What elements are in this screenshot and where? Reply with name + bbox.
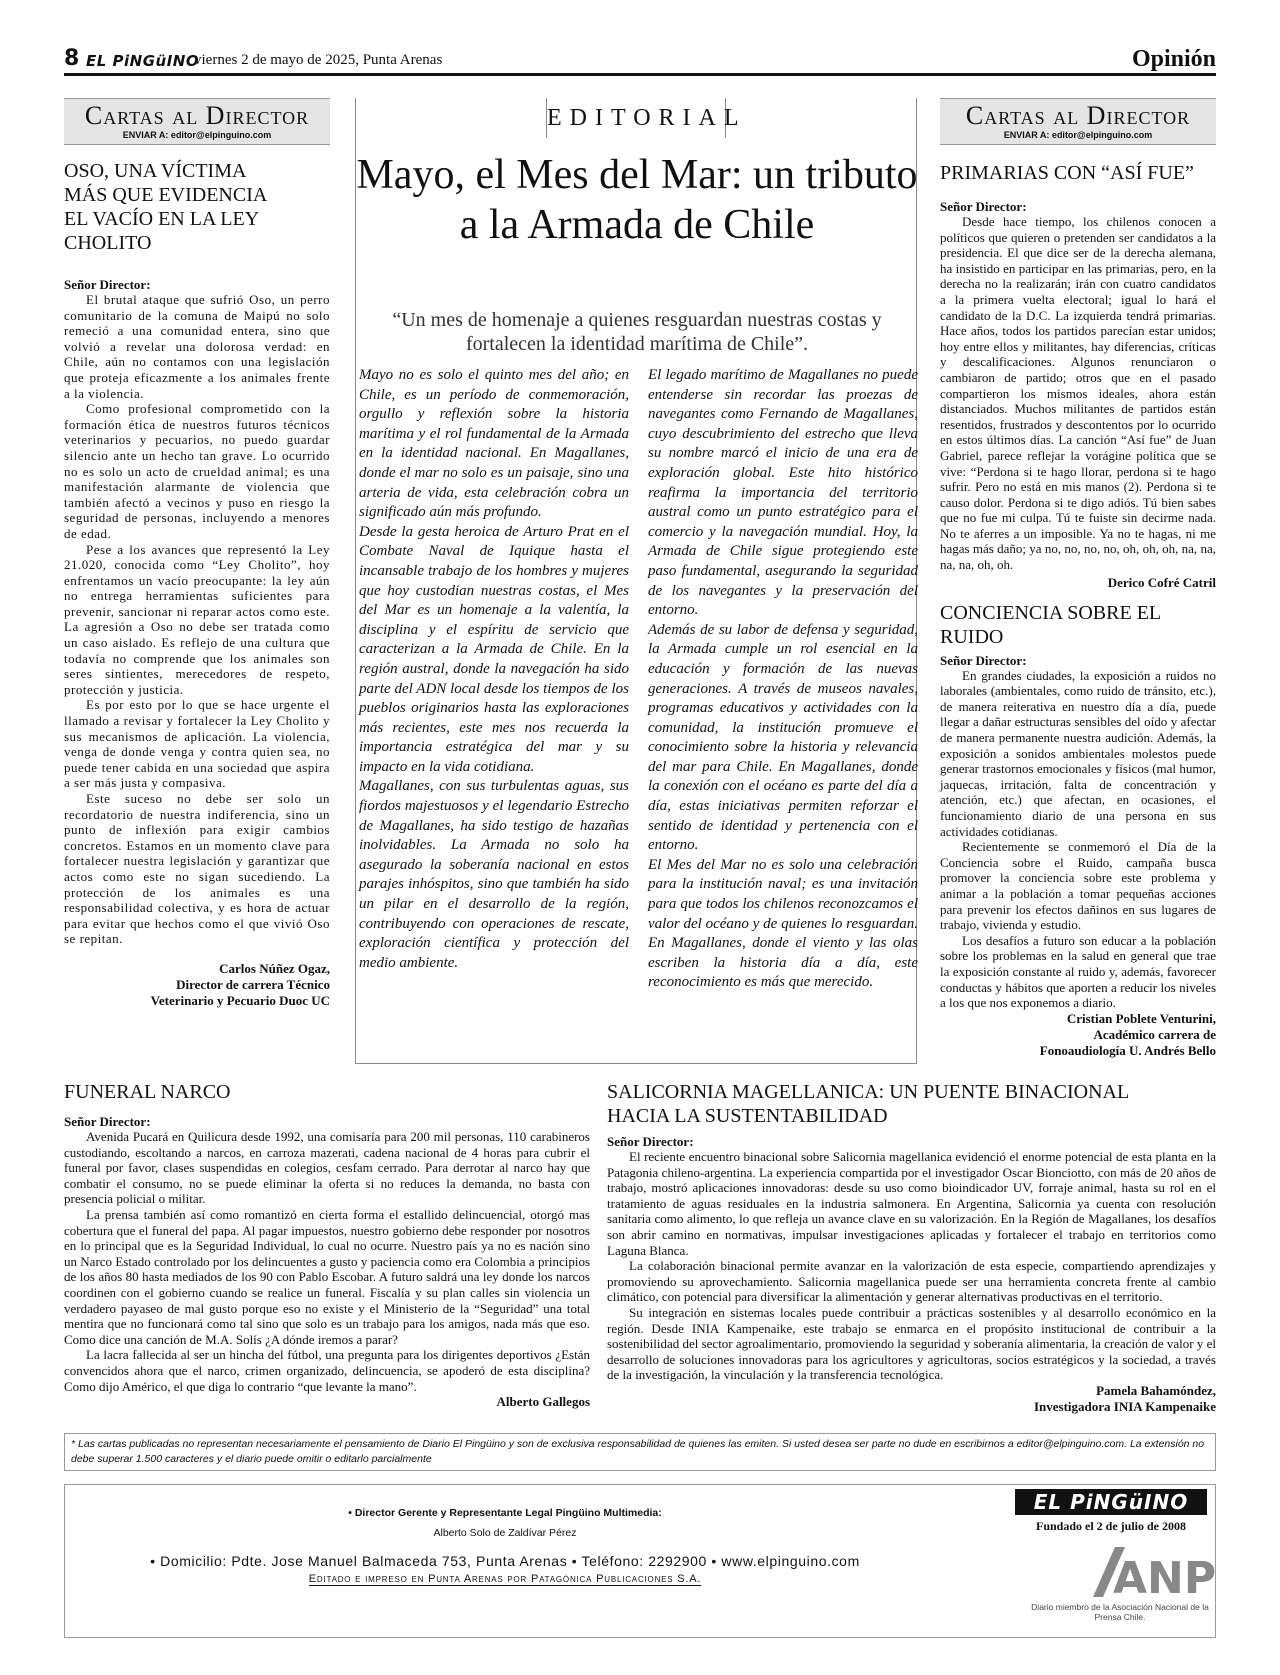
paragraph: Avenida Pucará en Quilicura desde 1992, una comisaría para 200 mil personas, 110 carabineros custodiando, escoltando a narcos, en carroza mazerati, cadena nacional de 4 horas para cubrir el funeral por favor, clases suspendidas en colegios, cesfam cerrado. Para derrotar al narco hay que combatir el consumo, no se puede eliminar la oferta si no reduces la demanda, no basta con presencia policial o militar. [64, 1129, 590, 1207]
letter-salute: Señor Director: [607, 1134, 694, 1149]
paragraph: Magallanes, con sus turbulentas aguas, sus fiordos majestuosos y el legendario Estrecho de Magallanes, ha sido testigo de hazañas inolvidables. La Armada no solo ha asegurado la soberanía nacional en estos parajes inhóspitos, sino que también ha sido un pilar en el desarrollo de la región, contribuyendo con operaciones de rescate, exploración científica y protección del medio ambiente. [359, 778, 629, 971]
paragraph: Desde hace tiempo, los chilenos conocen a políticos que quieren o pretenden ser candidatos a la presidencia. El que dice ser de la derecha alemana, ha insistido en participar en las primarias, pero, en la derecha no la realizarán; irán con cuatro candidatos a la primera vuelta electoral; igual lo hará el candidato de la D.C. La izquierda tendrá primarias. Hace años, todos los partidos parecían estar unidos; hoy entre ellos y militantes, hay diferencias, críticas y descalificaciones. Algunos renunciaron o cambiaron de partido; otros que en el pasado compartieron los mismos ideales, ahora están distanciados. Muchos militantes de partidos están resentidos, frustrados y descontentos por lo ocurrido en estos últimos días. La canción “Así fue” de Juan Gabriel, parece reflejar la vorágine política que se vive: “Perdona si te hago llorar, perdona si te hago sufrir. Pero no está en mis manos (2). Perdona si te causo dolor. Perdona si te digo adiós. Tú bien sabes que no fue mi culpa. Tú te fuiste sin decirme nada. No te aferres a un imposible. Ya no te hagas, ni me hagas más daño; ya no, no, no, no, oh, oh, oh, na, na, na, na, oh, oh. [940, 214, 1216, 573]
paragraph: Como profesional comprometido con la formación ética de nuestros futuros técnicos veterinarios y pecuarios, no puedo guardar silencio ante un hecho tan grave. Lo ocurrido no es solo un acto de crueldad animal; es una manifestación alarmante de violencia que también afectó a vecinos y puso en riesgo la seguridad de personas, incluyendo a menores de edad. [64, 401, 330, 541]
editorial-title: Mayo, el Mes del Mar: un tributo a la Armada de Chile [356, 152, 918, 248]
footer-box [64, 1484, 1216, 1638]
right-column [940, 98, 1216, 1068]
cartas-title: Cartas al Director [84, 101, 310, 130]
paragraph: El brutal ataque que sufrió Oso, un perro comunitario de la comuna de Maipú no solo remeció a una comunidad entera, sino que volvió a revelar una dolorosa verdad: en Chile, aún no contamos con una legislación que proteja eficazmente a los animales frente a la violencia. [64, 292, 330, 401]
letter-signature: Cristian Poblete Venturini, Académico carrera de Fonoaudiología U. Andrés Bello [1039, 1010, 1216, 1058]
letter-headline: CONCIENCIA SOBRE EL RUIDO [940, 601, 1161, 648]
paragraph: Mayo no es solo el quinto mes del año; en Chile, es un período de conmemoración, orgullo y reflexión sobre la historia marítima y el rol fundamental de la Armada en la identidad nacional. En Magallanes, donde el mar no solo es un paisaje, sino una arteria de vida, esta celebración cobra un significado aún más profundo. [359, 367, 629, 521]
paragraph: Recientemente se conmemoró el Día de la Conciencia sobre el Ruido, campaña busca promover la conciencia sobre este problema y animar a la población a tomar pequeñas acciones para prevenir los efectos dañinos en sus lugares de trabajo, vivienda y estudio. [940, 839, 1216, 933]
paragraph: El legado marítimo de Magallanes no puede entenderse sin recordar las proezas de navegantes como Fernando de Magallanes, cuyo descubrimiento del estrecho que lleva su nombre marcó el inicio de una era de exploración global. Este hito histórico reafirma la importancia del territorio austral como un punto estratégico para el comercio y la navegación mundial. Hoy, la Armada de Chile sigue protegiendo este paso fundamental, asegurando la seguridad de los navegantes y la preservación del entorno. [648, 367, 918, 619]
dateline: viernes 2 de mayo de 2025, Punta Arenas [194, 52, 443, 68]
footer-printer: Editado e impreso en Punta Arenas por Patagónica Publicaciones S.A. [308, 1573, 702, 1585]
paragraph: Además de su labor de defensa y seguridad, la Armada cumple un rol esencial en la educación y formación de las nuevas generaciones. A través de museos navales, programas educativos y actividades con la comunidad, la institución promueve el conocimiento sobre la historia y relevancia del mar para Chile. En Magallanes, donde la conexión con el océano es parte del día a día, estas iniciativas permiten reforzar el sentido de identidad y pertenencia con el entorno. [648, 621, 918, 854]
paragraph: La prensa también así como romantizó en cierta forma el estallido delincuencial, otorgó mas cobertura que el funeral del papa. Al pagar impuestos, nuestro gobierno debe responder por nosotros en lo principal que es la Seguridad Individual, lo cual no ocurre. Nuestro país ya no es nación sino un Narco Estado controlado por los delincuentes a gusto y paciencia como era Colombia a principios de los años 80 hasta mediados de los 90 con Pablo Escobar. A futuro saldrá una ley donde los narcos coordinen con el gobierno cuando se realice un funeral. Fiscalía y su plan calles sin violencia un verdadero payaseo de mal gusto porque eso no existe y el Ministerio de la “Seguridad” una total mentira que no funcionará como tal sino que solo es un trabajo para los amigos, nada más que eso. Como dice una canción de M.A. Solís ¿A dónde iremos a parar? [64, 1206, 590, 1347]
editorial-column-1 [359, 366, 629, 973]
letter-signature: Alberto Gallegos [496, 1394, 590, 1410]
letter-salicornia [607, 1080, 1216, 1425]
letter-body [607, 1149, 1216, 1383]
editorial-label: EDITORIAL [547, 105, 747, 131]
footer-address: • Domicilio: Pdte. Jose Manuel Balmaceda 753, Punta Arenas • Teléfono: 2292900 • www.elpinguino.com [150, 1553, 860, 1569]
section-name: Opinión [1131, 46, 1216, 72]
paragraph: Pese a los avances que representó la Ley 21.020, conocida como “Ley Cholito”, hoy enfrentamos un vacío preocupante: la ley aún no entrega herramientas suficientes para prevenir, sancionar ni reparar actos como este. La agresión a Oso no debe ser tratada como un caso aislado. Es reflejo de una cultura que todavía no comprende que los animales son seres sintientes, merecedores de respeto, protección y justicia. [64, 541, 330, 697]
paragraph: Este suceso no debe ser solo un recordatorio de nuestra indiferencia, sino un punto de inflexión para exigir cambios concretos. Estamos en un momento clave para fortalecer nuestra legislación y garantizar que actos como este no sigan sucediendo. La protección de los animales es una responsabilidad colectiva, y es hora de actuar para evitar que hechos como el que vivió Oso se repitan. [64, 791, 330, 947]
letter-funeral [64, 1080, 590, 1425]
paragraph: En grandes ciudades, la exposición a ruidos no laborales (ambientales, como ruido de tránsito, etc.), de manera reiterativa en nuestro día a día, puede llegar a dañar estructuras sensibles del oído y afectar de manera permanente nuestra audición. Además, la exposición a sonidos ambientales molestos puede generar trastornos emocionales y físicos (mal humor, jaquecas, irritación, falta de concentración y atención, etc.) que afectan, en ocasiones, el funcionamiento diario de una persona en sus actividades cotidianas. [940, 667, 1216, 839]
letter-body [64, 292, 330, 947]
letter-headline: SALICORNIA MAGELLANICA: UN PUENTE BINACIONAL HACIA LA SUSTENTABILIDAD [607, 1081, 1129, 1127]
letter-body [940, 214, 1216, 573]
letter-headline: OSO, UNA VÍCTIMA MÁS QUE EVIDENCIA EL VACÍO EN LA LEY CHOLITO [64, 160, 267, 254]
cartas-header-left [64, 98, 330, 145]
letter-body [940, 668, 1216, 1011]
founded-date: Fundado el 2 de julio de 2008 [1035, 1519, 1187, 1533]
svg-text:ANP: ANP [1113, 1553, 1217, 1604]
paragraph: Los desafíos a futuro son educar a la población sobre los problemas en la salud en general que trae la exposición constante al ruido y, además, favorecer conductas y hábitos que aporten a reducir los niveles a los que nos exponemos a diario. [940, 932, 1216, 1011]
footer-director-name: Alberto Solo de Zaldívar Pérez [433, 1527, 577, 1539]
cartas-email: ENVIAR A: editor@elpinguino.com [122, 130, 272, 140]
brand-logo-small: EL PiNGüINO [86, 52, 200, 70]
letter-signature: Pamela Bahamóndez, Investigadora INIA Kampenaike [1033, 1382, 1216, 1414]
editorial-quote: “Un mes de homenaje a quienes resguardan nuestras costas y fortalecen la identidad marítima de Chile”. [392, 309, 882, 355]
left-column [64, 98, 330, 1066]
cartas-email: ENVIAR A: editor@elpinguino.com [1003, 130, 1153, 140]
editorial-column-2 [648, 366, 918, 993]
cartas-title: Cartas al Director [965, 101, 1191, 130]
editorial-label-box [546, 98, 747, 138]
paragraph: La lacra fallecida al ser un hincha del fútbol, una pregunta para los dirigentes deportivos ¿Están convencidos ahora que el narco, crimen organizado, delincuencia, se apoderó de esta disciplina? Como dijo Américo, el que diga lo contrario “que levante la mano”. [64, 1347, 590, 1394]
paragraph: El Mes del Mar no es solo una celebración para la institución naval; es una invitación para que todos los chilenos reconozcamos el valor del océano y de quienes lo resguardan. En Magallanes, donde el viento y las olas escriben la historia día a día, este reconocimiento es más que merecido. [648, 856, 918, 991]
footer-director-label: • Director Gerente y Representante Legal Pingüino Multimedia: [348, 1507, 662, 1519]
anp-logo-icon [1085, 1541, 1217, 1604]
paragraph: El reciente encuentro binacional sobre Salicornia magellanica evidenció el enorme potencial de esta planta en la Patagonia chileno-argentina. La experiencia compartida por el investigador Oscar Bionciotto, con más de 20 años de trabajo, mostró aplicaciones innovadoras: desde su uso como bioindicador UV, forraje animal, hasta su rol en el tratamiento de aguas residuales en la industria salmonera. En Argentina, Salicornia ya cuenta con resolución sanitaria como alimento, lo que refleja un avance clave en su valorización. En la Región de Magallanes, los desafíos son abrir camino en normativas, impulsar investigaciones aplicadas y fortalecer el trabajo en territorios como Laguna Blanca. [607, 1149, 1216, 1258]
paragraph: Su integración en sistemas locales puede contribuir a prácticas sostenibles y al desarrollo económico en la región. Desde INIA Kampenaike, este trabajo se enmarca en el propósito institucional de contribuir a la sostenibilidad del sector agroalimentario, promoviendo la seguridad y soberanía alimentaria, la creación de valor y el desarrollo de soluciones innovadoras para los agricultores y agricultoras, socios estratégicos y la sociedad, a través de la investigación, la vinculación y la transferencia tecnológica. [607, 1304, 1216, 1383]
paragraph: La colaboración binacional permite avanzar en la valorización de esta especie, compartiendo aprendizajes y promoviendo su aprovechamiento. Salicornia magellanica puede ser una herramienta concreta frente al cambio climático, con potencial para diversificar la alimentación y generar alternativas productivas en el territorio. [607, 1258, 1216, 1305]
letter-signature: Derico Cofré Catril [1107, 574, 1216, 590]
page-number: 8 [64, 46, 80, 71]
letter-salute: Señor Director: [940, 652, 1027, 668]
paragraph: Es por esto por lo que se hace urgente el llamado a revisar y fortalecer la Ley Cholito y sus mecanismos de aplicación. La violencia, venga de donde venga y contra quien sea, no puede tener cabida en una sociedad que aspira a ser más justa y compasiva. [64, 697, 330, 791]
letter-headline: PRIMARIAS CON “ASÍ FUE” [940, 162, 1194, 184]
letter-headline: FUNERAL NARCO [64, 1081, 231, 1103]
anp-membership-text: Diario miembro de la Asociación Nacional de la Prensa Chile. [1031, 1602, 1209, 1622]
masthead [64, 46, 1216, 76]
disclaimer: * Las cartas publicadas no representan necesariamente el pensamiento de Diario El Pingüino y son de exclusiva responsabilidad de quienes las emiten. Si usted desea ser parte no dude en escribirnos a editor@elpinguino.com. La extensión no debe superar 1.500 caracteres y el diario puede omitir o editarlo parcialmente [64, 1433, 1216, 1471]
paragraph: Desde la gesta heroica de Arturo Prat en el Combate Naval de Iquique hasta el incansable trabajo de los hombres y mujeres que hoy custodian nuestras costas, el Mes del Mar es un homenaje a la valentía, la disciplina y el espíritu de servicio que caracterizan a la Armada de Chile. En la región austral, donde la navegación ha sido parte del ADN local desde los tiempos de los pueblos originarios hasta las exploraciones más recientes, este mes nos recuerda la importancia estratégica del mar y su impacto en la vida cotidiana. [359, 523, 629, 775]
letter-salute: Señor Director: [940, 199, 1027, 214]
letter-body [64, 1129, 590, 1394]
cartas-header-right [940, 98, 1216, 145]
brand-logo: EL PiNGüINO [1015, 1489, 1207, 1515]
editorial-section [355, 98, 917, 1064]
letter-signature: Carlos Núñez Ogaz, Director de carrera Técnico Veterinario y Pecuario Duoc UC [150, 960, 330, 1008]
letter-salute: Señor Director: [64, 1114, 151, 1129]
letter-salute: Señor Director: [64, 277, 151, 292]
